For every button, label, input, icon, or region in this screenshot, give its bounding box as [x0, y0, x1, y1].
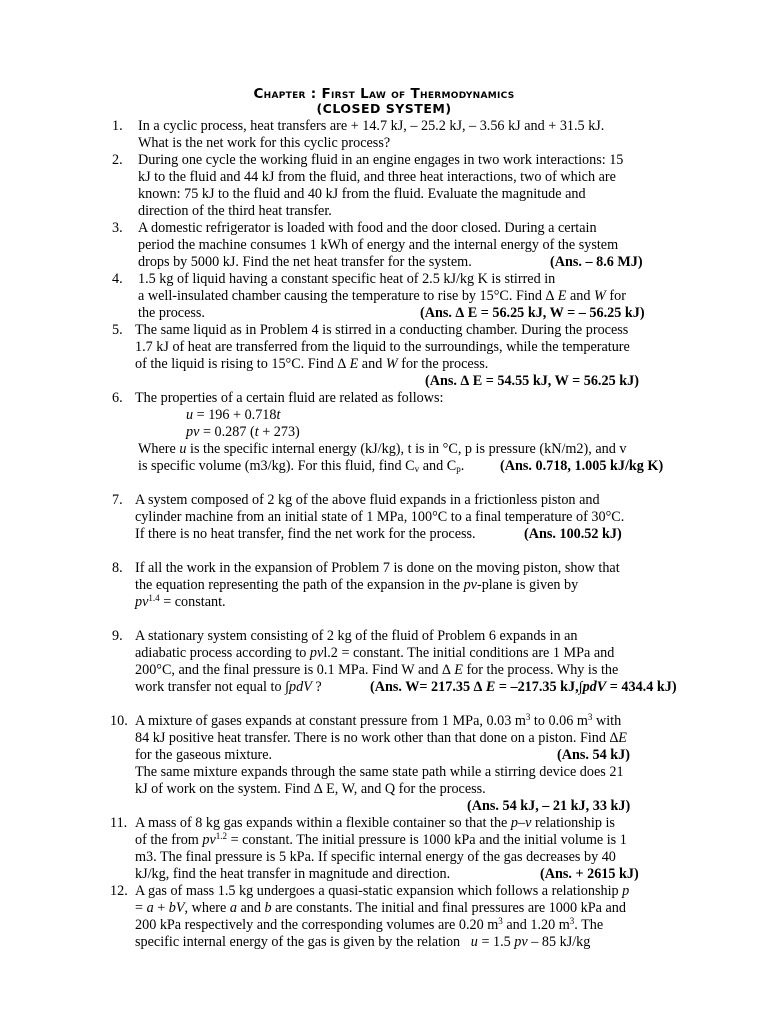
problem-number: 2. [112, 152, 123, 168]
problem-text: 1.7 kJ of heat are transferred from the liquid to the surroundings, while the temperature [135, 339, 630, 355]
equation: u = 196 + 0.718t [186, 407, 281, 423]
problem-text: specific internal energy of the gas is given by the relation u = 1.5 pv – 85 kJ/kg [135, 934, 591, 950]
problem-text: adiabatic process according to pvl.2 = constant. The initial conditions are 1 MPa and [135, 645, 615, 661]
problem-text: The same liquid as in Problem 4 is stirred in a conducting chamber. During the process [135, 322, 629, 338]
problem-text: the process. [138, 305, 205, 321]
problem-text: The properties of a certain fluid are related as follows: [135, 390, 444, 406]
problem-text: m3. The final pressure is 5 kPa. If specific internal energy of the gas decreases by 40 [135, 849, 616, 865]
problem-text: drops by 5000 kJ. Find the net heat transfer for the system. [138, 254, 472, 270]
problem-number: 8. [112, 560, 123, 576]
chapter-subtitle: (CLOSED SYSTEM) [316, 101, 452, 116]
problem-number: 11. [110, 815, 128, 831]
problem-number: 9. [112, 628, 123, 644]
problem-number: 10. [110, 713, 128, 729]
problem-text: 200°C, and the final pressure is 0.1 MPa. Find W and ∆ E for the process. Why is the [135, 662, 619, 678]
problem-text: What is the net work for this cyclic process? [138, 135, 391, 151]
problem-text: known: 75 kJ to the fluid and 40 kJ from the fluid. Evaluate the magnitude and [138, 186, 586, 202]
problem-text: 200 kPa respectively and the corresponding volumes are 0.20 $m^3$ and 1.20 $m^3$. The [135, 916, 604, 933]
problem-text: If all the work in the expansion of Problem 7 is done on the moving piston, show that [135, 560, 620, 576]
problem-text: A mass of 8 kg gas expands within a flexible container so that the p–v relationship is [135, 815, 615, 831]
answer-text: (Ans. + 2615 kJ) [540, 866, 639, 882]
problem-text: kJ of work on the system. Find ∆ E, W, and Q for the process. [135, 781, 486, 797]
problem-text: Where u is the specific internal energy (kJ/kg), t is in °C, p is pressure (kN/m2), and v [138, 441, 627, 457]
answer-text: (Ans. 0.718, 1.005 kJ/kg K) [500, 458, 664, 474]
problem-number: 5. [112, 322, 123, 338]
problem-number: 7. [112, 492, 123, 508]
problem-text: A mixture of gases expands at constant pressure from 1 MPa, 0.03 $m^3$ to 0.06 $m^3$ with [135, 712, 622, 729]
answer-text: (Ans. – 8.6 MJ) [550, 254, 643, 270]
problem-number: 4. [112, 271, 123, 287]
equation: pv = 0.287 (t + 273) [186, 424, 300, 440]
problem-text: 1.5 kg of liquid having a constant specific heat of 2.5 kJ/kg K is stirred in [138, 271, 556, 287]
equation: $pv^{1.4}$ = constant. [135, 593, 226, 610]
problem-number: 12. [110, 883, 128, 899]
problem-text: a well-insulated chamber causing the temperature to rise by 15°C. Find ∆ E and W for [138, 288, 626, 304]
problem-text: The same mixture expands through the same state path while a stirring device does 21 [135, 764, 624, 780]
problem-text: A gas of mass 1.5 kg undergoes a quasi-static expansion which follows a relationship p [135, 883, 630, 899]
problem-number: 6. [112, 390, 123, 406]
problem-text: for the gaseous mixture. [135, 747, 273, 763]
problem-number: 3. [112, 220, 123, 236]
problem-text: If there is no heat transfer, find the net work for the process. [135, 526, 476, 542]
problem-text: During one cycle the working fluid in an engine engages in two work interactions: 15 [138, 152, 624, 168]
problem-text: is specific volume (m3/kg). For this fluid, find $C_v$ and $C_p$. [138, 458, 465, 474]
problem-text: work transfer not equal to ∫pdV ? [135, 679, 322, 695]
problem-text: A stationary system consisting of 2 kg of the fluid of Problem 6 expands in an [135, 628, 578, 644]
answer-text: (Ans. 100.52 kJ) [524, 526, 622, 542]
problem-text: = a + bV, where a and b are constants. The initial and final pressures are 1000 kPa and [135, 900, 626, 916]
problem-text: 84 kJ positive heat transfer. There is no work other than that done on a piston. Find ∆E [135, 730, 627, 746]
problem-text: the equation representing the path of the expansion in the pv-plane is given by [135, 577, 579, 593]
problem-text: kJ to the fluid and 44 kJ from the fluid, and three heat interactions, two of which are [138, 169, 616, 185]
problem-text: A system composed of 2 kg of the above fluid expands in a frictionless piston and [135, 492, 600, 508]
problem-text: of the liquid is rising to 15°C. Find ∆ E and W for the process. [135, 356, 489, 372]
problem-text: cylinder machine from an initial state of 1 MPa, 100°C to a final temperature of 30°C. [135, 509, 625, 525]
problem-text: In a cyclic process, heat transfers are + 14.7 kJ, – 25.2 kJ, – 3.56 kJ and + 31.5 kJ. [138, 118, 605, 134]
problem-text: period the machine consumes 1 kWh of energy and the internal energy of the system [138, 237, 619, 253]
problem-text: A domestic refrigerator is loaded with food and the door closed. During a certain [138, 220, 597, 236]
answer-text: (Ans. ∆ E = 54.55 kJ, W = 56.25 kJ) [425, 373, 639, 389]
problem-text: direction of the third heat transfer. [138, 203, 332, 219]
answer-text: (Ans. 54 kJ) [557, 747, 630, 763]
problem-number: 1. [112, 118, 123, 134]
problem-text: of the from $pv^{1.2}$ = constant. The initial pressure is 1000 kPa and the initial volume is 1 [135, 831, 627, 848]
chapter-title: Chapter : First Law of Thermodynamics [253, 86, 515, 102]
answer-text: (Ans. 54 kJ, – 21 kJ, 33 kJ) [467, 798, 631, 814]
answer-text: (Ans. ∆ E = 56.25 kJ, W = – 56.25 kJ) [420, 305, 645, 321]
problem-text: kJ/kg, find the heat transfer in magnitude and direction. [135, 866, 451, 882]
answer-text: (Ans. W= 217.35 ∆ E = –217.35 kJ,∫pdV = 434.4 kJ) [370, 679, 677, 695]
